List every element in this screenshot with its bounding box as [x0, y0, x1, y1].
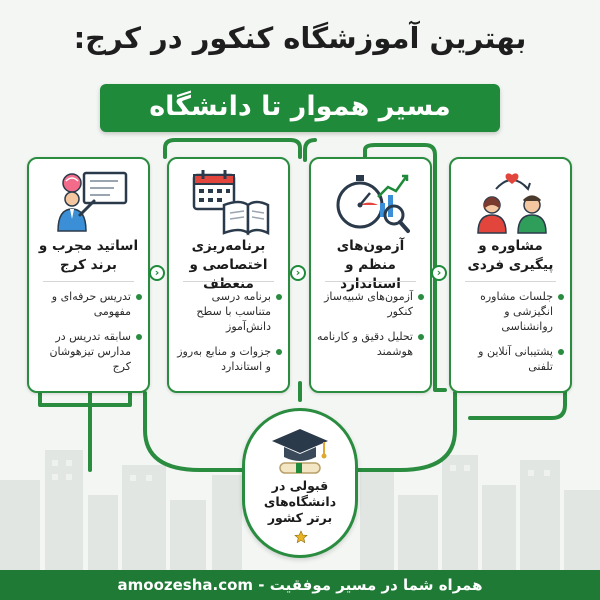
card-items: [174, 289, 282, 384]
list-item: جزوات و منابع به‌روز و استاندارد: [174, 344, 282, 374]
card-items: [316, 289, 424, 369]
goal-university-admission: [242, 408, 358, 558]
stopwatch-chart-icon: [332, 167, 412, 237]
card-title: مشاوره و پیگیری فردی: [467, 238, 554, 273]
card-regular-exams: [309, 157, 432, 393]
chevron-right-icon: ›: [431, 265, 447, 281]
divider: [325, 281, 416, 282]
card-experienced-teachers: [27, 157, 150, 393]
card-items: [456, 289, 564, 384]
footer-banner: amoozesha.com - همراه شما در مسیر موفقیت: [0, 570, 600, 600]
chevron-right-icon: ›: [149, 265, 165, 281]
card-counseling: [449, 157, 572, 393]
page-subtitle-banner: مسیر هموار تا دانشگاه: [100, 84, 500, 132]
card-custom-planning: [167, 157, 290, 393]
divider: [465, 281, 556, 282]
teacher-board-icon: [50, 167, 130, 237]
chevron-right-icon: ›: [290, 265, 306, 281]
divider: [43, 281, 134, 282]
list-item: تحلیل دقیق و کارنامه هوشمند: [316, 329, 424, 359]
page-title: بهترین آموزشگاه کنکور در کرج:: [73, 21, 527, 55]
list-item: پشتیبانی آنلاین و تلفنی: [456, 344, 564, 374]
card-title: آزمون‌های منظم و استاندارد: [336, 238, 405, 292]
goal-text: قبولی در دانشگاه‌های برتر کشور: [263, 478, 337, 525]
card-title: برنامه‌ریزی اختصاصی و منعطف: [189, 238, 268, 292]
list-item: آزمون‌های شبیه‌ساز کنکور: [316, 289, 424, 319]
counseling-people-icon: [472, 167, 552, 237]
list-item: سابقه تدریس در مدارس تیزهوشان کرج: [34, 329, 142, 374]
card-title: اساتید مجرب و برند کرج: [38, 238, 139, 273]
divider: [183, 281, 274, 282]
list-item: تدریس حرفه‌ای و مفهومی: [34, 289, 142, 319]
calendar-book-icon: [190, 167, 270, 237]
list-item: جلسات مشاوره انگیزشی و روانشناسی: [456, 289, 564, 334]
star-icon: [294, 530, 308, 544]
graduation-cap-icon: [268, 423, 332, 479]
card-items: [34, 289, 142, 384]
list-item: برنامه درسی متناسب با سطح دانش‌آموز: [174, 289, 282, 334]
